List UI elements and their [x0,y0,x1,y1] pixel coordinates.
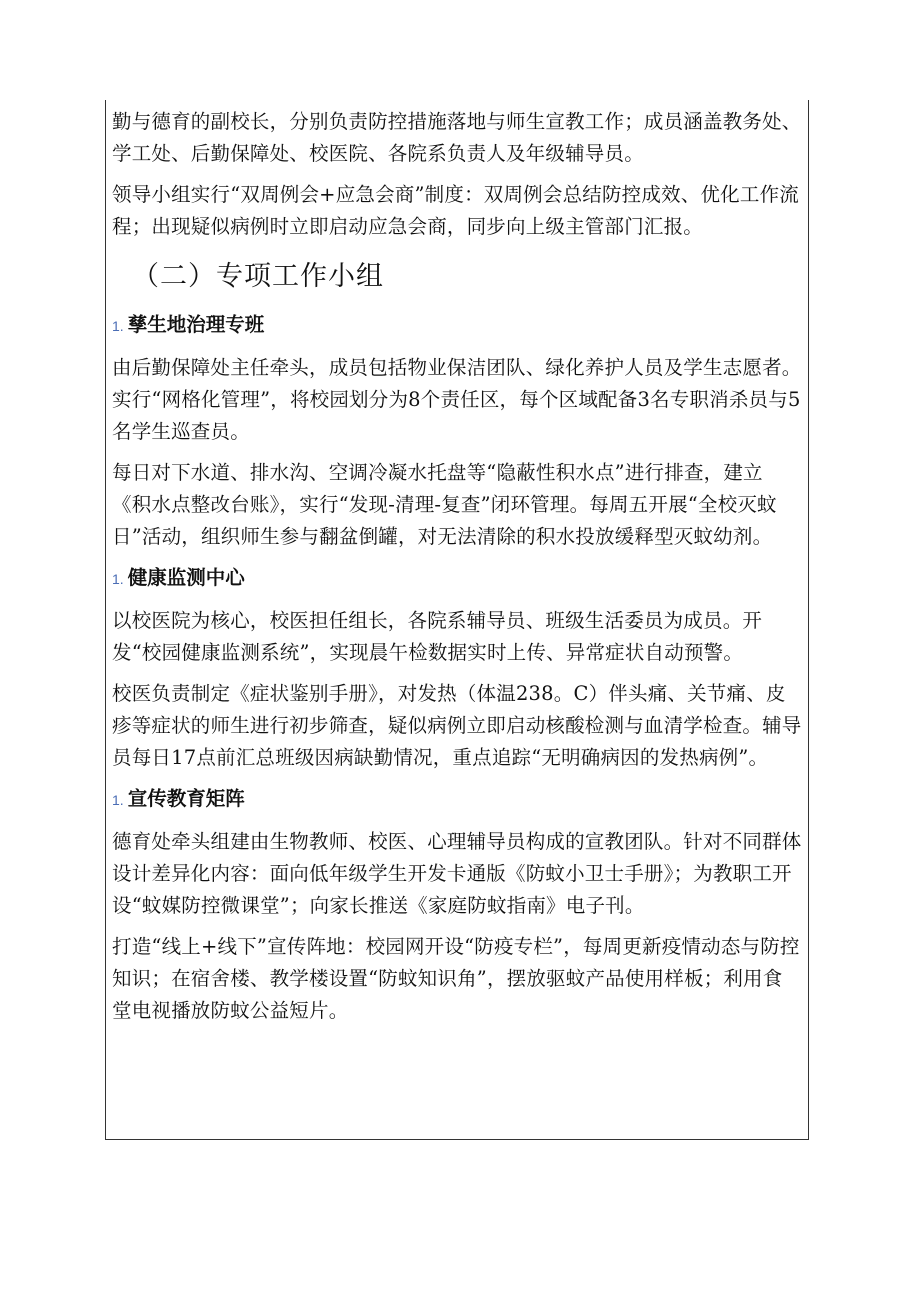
paragraph-publicity-channels: 打造“线上+线下”宣传阵地：校园网开设“防疫专栏”，每周更新疫情动态与防控知识；在宿舍楼、教学楼设置“防蚊知识角”，摆放驱蚊产品使用样板；利用食堂电视播放防蚊公益短片。 [112,935,800,1022]
paragraph-meeting-system: 领导小组实行“双周例会+应急会商”制度：双周例会总结防控成效、优化工作流程；出现疑似病例时立即启动应急会商，同步向上级主管部门汇报。 [112,183,799,238]
document-body [112,106,802,1036]
paragraph-leadership-members: 勤与德育的副校长，分别负责防控措施落地与师生宣教工作；成员涵盖教务处、学工处、后勤保障处、校医院、各院系负责人及年级辅导员。 [112,110,802,165]
paragraph-grid-management: 由后勤保障处主任牵头，成员包括物业保洁团队、绿化养护人员及学生志愿者。实行“网格化管理”，将校园划分为8个责任区，每个区域配备3名专职消杀员与5名学生巡查员。 [112,356,802,443]
subsection-number: 1. [112,318,124,334]
subsection-heading-publicity [112,783,802,816]
subsection-heading-breeding-site [112,309,802,342]
section-title: （二）专项工作小组 [132,261,384,292]
subsection-title: 健康监测中心 [127,566,245,589]
subsection-number: 1. [112,571,124,587]
paragraph-education-team: 德育处牵头组建由生物教师、校医、心理辅导员构成的宣教团队。针对不同群体设计差异化内容：面向低年级学生开发卡通版《防蚊小卫士手册》；为教职工开设“蚊媒防控微课堂”；向家长推送《家庭防蚊指南》电子刊。 [112,830,802,917]
subsection-heading-health-monitoring [112,562,802,595]
paragraph-health-system: 以校医院为核心，校医担任组长，各院系辅导员、班级生活委员为成员。开发“校园健康监测系统”，实现晨午检数据实时上传、异常症状自动预警。 [112,609,763,664]
paragraph-symptom-screening: 校医负责制定《症状鉴别手册》，对发热（体温238。C）伴头痛、关节痛、皮疹等症状的师生进行初步筛查，疑似病例立即启动核酸检测与血清学检查。辅导员每日17点前汇总班级因病缺勤情况，重点追踪“无明确病因的发热病例”。 [112,682,802,769]
subsection-title: 宣传教育矩阵 [127,787,245,810]
paragraph-water-inspection: 每日对下水道、排水沟、空调冷凝水托盘等“隐蔽性积水点”进行排查，建立《积水点整改台账》，实行“发现-清理-复查”闭环管理。每周五开展“全校灭蚊日”活动，组织师生参与翻盆倒罐，对无法清除的积水投放缓释型灭蚊幼剂。 [112,461,777,548]
subsection-title: 孳生地治理专班 [127,313,265,336]
subsection-number: 1. [112,792,124,808]
